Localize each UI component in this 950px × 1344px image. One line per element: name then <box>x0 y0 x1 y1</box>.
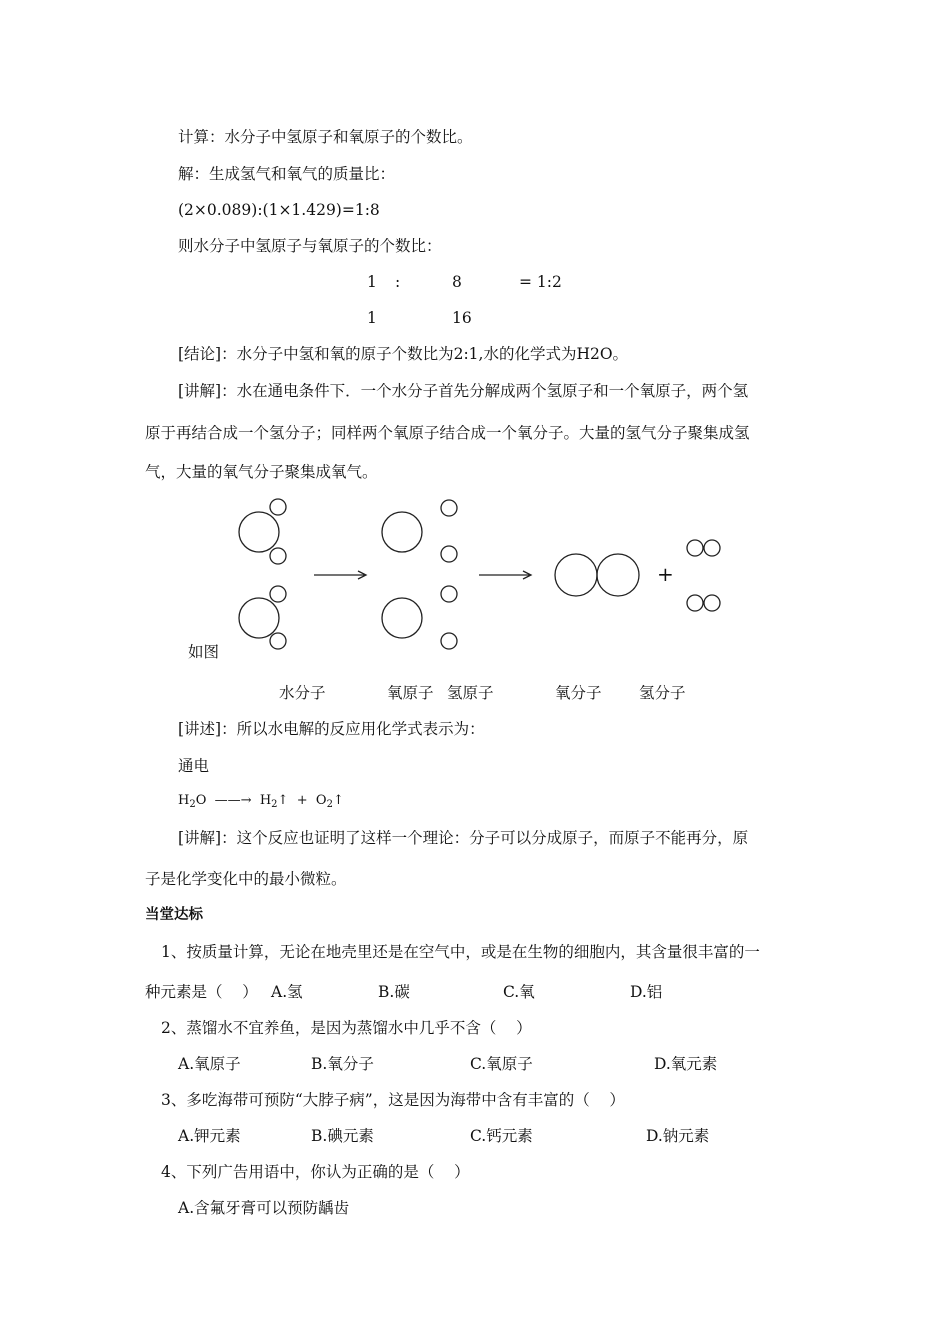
product-2-element: O <box>315 793 327 808</box>
conclusion-line: [结论]：水分子中氢和氧的原子个数比为2:1,水的化学式为H2O。 <box>178 345 629 363</box>
figure-caption: 如图 <box>188 643 220 661</box>
chemical-equation <box>178 791 344 812</box>
fraction-1-numerator: 1 <box>367 273 377 291</box>
reactant-tail: O <box>195 793 207 808</box>
q1-option-d: D.铝 <box>630 983 663 1001</box>
water-molecule-1-hydrogen-a <box>270 499 286 515</box>
question-1-line-2: 种元素是（ ） <box>145 983 258 1001</box>
q1-option-c: C.氧 <box>503 983 535 1001</box>
q1-option-b: B.碳 <box>378 983 410 1001</box>
product-1-subscript: 2 <box>271 799 278 810</box>
q3-option-d: D.钠元素 <box>646 1127 710 1145</box>
oxygen-molecule-atom-a <box>555 554 597 596</box>
q3-option-b: B.碘元素 <box>311 1127 374 1145</box>
product-1-element: H <box>259 793 272 808</box>
q1-option-a: A.氢 <box>271 983 303 1001</box>
equation-intro: [讲述]：所以水电解的反应用化学式表示为： <box>178 720 485 738</box>
water-molecule-1-hydrogen-b <box>270 548 286 564</box>
theory-line-2: 子是化学变化中的最小微粒。 <box>145 870 347 888</box>
label-hydrogen-atom: 氢原子 <box>447 684 494 702</box>
label-water-molecule: 水分子 <box>279 684 326 702</box>
water-molecule-2-oxygen <box>239 598 279 638</box>
label-oxygen-atom: 氧原子 <box>387 684 434 702</box>
q4-option-a: A.含氟牙膏可以预防龋齿 <box>178 1199 350 1217</box>
q2-option-c: C.氧原子 <box>470 1055 533 1073</box>
water-molecule-2-hydrogen-b <box>270 633 286 649</box>
diagram-plus-sign: + <box>657 562 674 586</box>
section-title: 当堂达标 <box>145 907 203 923</box>
q3-option-c: C.钙元素 <box>470 1127 533 1145</box>
q2-option-d: D.氧元素 <box>654 1055 718 1073</box>
oxygen-molecule-atom-b <box>597 554 639 596</box>
label-oxygen-molecule: 氧分子 <box>555 684 602 702</box>
mass-ratio-expression: (2×0.089):(1×1.429)=1:8 <box>178 201 380 219</box>
q2-option-a: A.氧原子 <box>178 1055 241 1073</box>
reaction-condition: 通电 <box>178 757 210 775</box>
hydrogen-atom-4 <box>441 633 457 649</box>
reactant-element: H <box>178 793 190 808</box>
question-2: 2、蒸馏水不宜养鱼，是因为蒸馏水中几乎不含（ ） <box>161 1019 532 1037</box>
fraction-2-denominator: 16 <box>452 309 472 327</box>
calc-solution-intro: 解：生成氢气和氧气的质量比： <box>178 165 396 183</box>
question-3: 3、多吃海带可预防“大脖子病”，这是因为海带中含有丰富的（ ） <box>161 1091 625 1109</box>
water-molecule-1-oxygen <box>239 512 279 552</box>
hydrogen-molecule-2-atom-a <box>687 595 703 611</box>
fraction-2-numerator: 8 <box>452 273 462 291</box>
reactant-subscript: 2 <box>189 799 196 810</box>
hydrogen-molecule-1-atom-b <box>704 540 720 556</box>
atom-ratio-intro: 则水分子中氢原子与氧原子的个数比： <box>178 237 442 255</box>
question-1-line-1: 1、按质量计算，无论在地壳里还是在空气中，或是在生物的细胞内，其含量很丰富的一 <box>161 943 760 961</box>
hydrogen-molecule-1-atom-a <box>687 540 703 556</box>
hydrogen-molecule-2-atom-b <box>704 595 720 611</box>
reaction-arrows <box>314 571 531 579</box>
calc-question: 计算：水分子中氢原子和氧原子的个数比。 <box>178 128 473 146</box>
hydrogen-atom-3 <box>441 586 457 602</box>
oxygen-atom-1 <box>382 512 422 552</box>
q3-option-a: A.钾元素 <box>178 1127 241 1145</box>
label-hydrogen-molecule: 氢分子 <box>639 684 686 702</box>
water-molecule-2-hydrogen-a <box>270 586 286 602</box>
fraction-1-denominator: 1 <box>367 309 377 327</box>
explanation-line-3: 气，大量的氧气分子聚集成氧气。 <box>145 463 378 481</box>
explanation-line-2: 原于再结合成一个氢分子；同样两个氧原子结合成一个氧分子。大量的氢气分子聚集成氢 <box>145 424 750 442</box>
hydrogen-atom-1 <box>441 500 457 516</box>
hydrogen-atom-2 <box>441 546 457 562</box>
oxygen-atom-2 <box>382 598 422 638</box>
product-1-gas-arrow: ↑ <box>277 793 289 808</box>
equation-arrow: ——→ <box>214 793 252 808</box>
product-2-subscript: 2 <box>326 799 333 810</box>
product-2-gas-arrow: ↑ <box>332 793 344 808</box>
q2-option-b: B.氧分子 <box>311 1055 374 1073</box>
question-4: 4、下列广告用语中，你认为正确的是（ ） <box>161 1163 470 1181</box>
theory-line-1: [讲解]：这个反应也证明了这样一个理论：分子可以分成原子，而原子不能再分，原 <box>178 829 749 847</box>
equation-plus: + <box>296 793 308 808</box>
explanation-line-1: [讲解]：水在通电条件下．一个水分子首先分解成两个氢原子和一个氧原子，两个氢 <box>178 382 749 400</box>
fraction-result: = 1:2 <box>519 273 562 291</box>
fraction-colon: : <box>395 273 401 291</box>
